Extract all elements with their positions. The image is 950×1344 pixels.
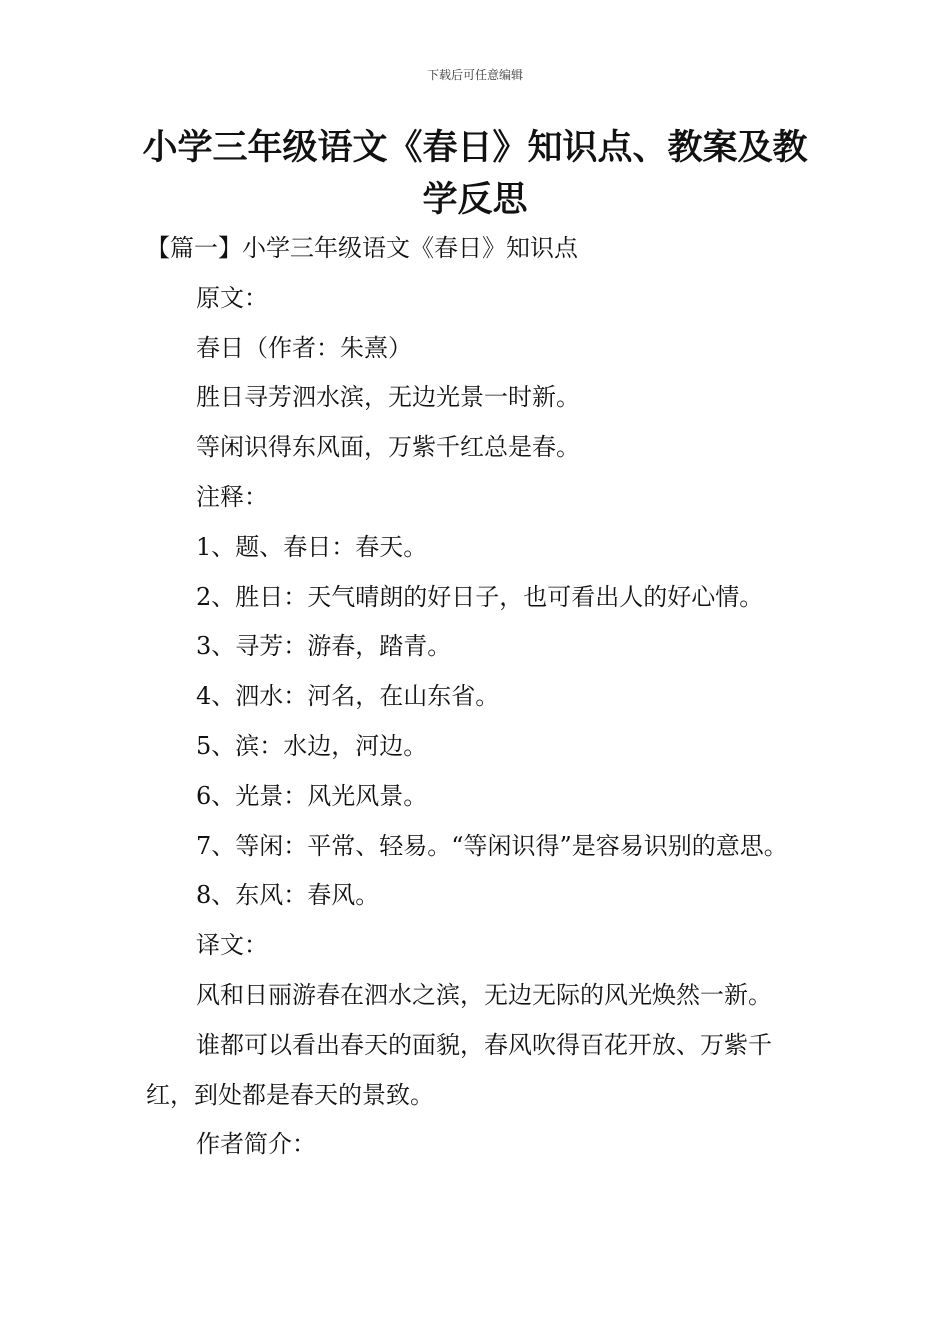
header-note: 下载后可任意编辑 xyxy=(426,68,523,82)
paragraph-poem-title: 春日（作者：朱熹） xyxy=(196,333,412,362)
paragraph-note-6: 6、光景：风光风景。 xyxy=(196,781,428,810)
paragraph-note-5: 5、滨：水边，河边。 xyxy=(196,731,428,760)
document-title: 小学三年级语文《春日》知识点、教案及教学反思 xyxy=(142,128,808,220)
document-body xyxy=(146,224,806,1170)
paragraph-translation-2: 谁都可以看出春天的面貌，春风吹得百花开放、万紫千红，到处都是春天的景致。 xyxy=(146,1030,772,1109)
section-heading: 【篇一】小学三年级语文《春日》知识点 xyxy=(146,234,578,262)
paragraph-poem-line-2: 等闲识得东风面，万紫千红总是春。 xyxy=(196,433,580,462)
paragraph-poem-line-1: 胜日寻芳泗水滨，无边光景一时新。 xyxy=(196,383,580,412)
paragraph-translation-label: 译文： xyxy=(196,931,268,960)
paragraph-translation-1: 风和日丽游春在泗水之滨，无边无际的风光焕然一新。 xyxy=(196,980,772,1009)
paragraph-note-7: 7、等闲：平常、轻易。“等闲识得”是容易识别的意思。 xyxy=(196,831,788,860)
paragraph-note-4: 4、泗水：河名，在山东省。 xyxy=(196,682,500,711)
paragraph-author-label: 作者简介： xyxy=(196,1130,316,1159)
paragraph-note-8: 8、东风：春风。 xyxy=(196,881,380,910)
paragraph-original-label: 原文： xyxy=(196,283,268,312)
paragraph-note-3: 3、寻芳：游春，踏青。 xyxy=(196,632,452,661)
paragraph-notes-label: 注释： xyxy=(196,482,268,511)
paragraph-note-1: 1、题、春日：春天。 xyxy=(196,532,428,561)
paragraph-note-2: 2、胜日：天气晴朗的好日子，也可看出人的好心情。 xyxy=(196,582,764,611)
